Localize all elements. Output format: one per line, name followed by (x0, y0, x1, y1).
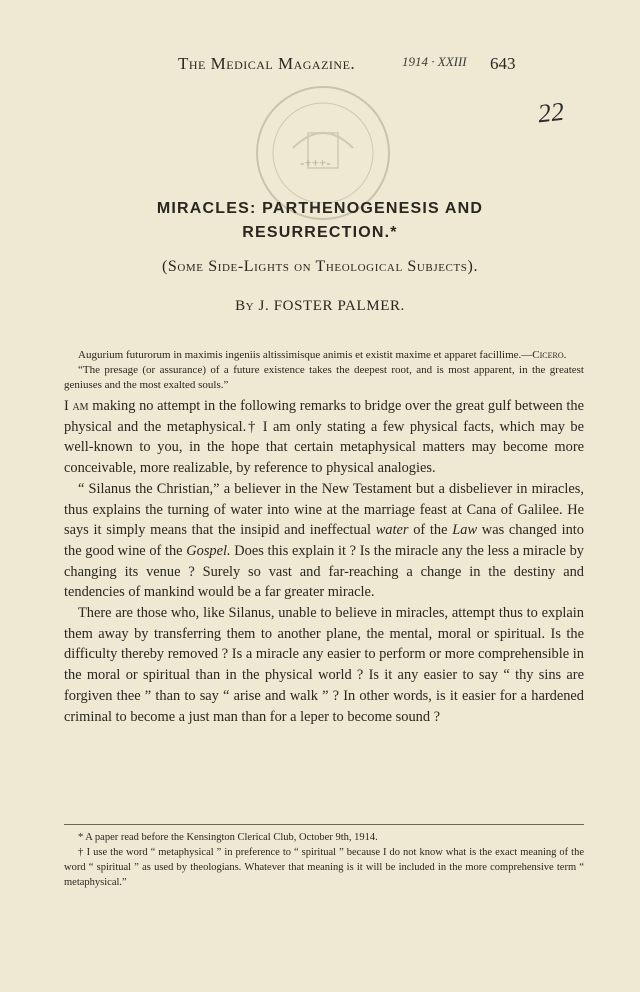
running-head: The Medical Magazine. (178, 54, 356, 73)
handwritten-margin-mark: 22 (536, 96, 566, 129)
paragraph (64, 396, 584, 479)
epigraph-translation: “The presage (or assurance) of a future existence takes the deepest root, and is most apparent, in the greatest geniuses and the most exalted souls.” (64, 364, 584, 391)
article-title-line2: RESURRECTION.* (242, 224, 398, 241)
article-subtitle: (Some Side-Lights on Theological Subjects). (161, 258, 479, 275)
emphasis-text: Gospel. (186, 542, 231, 559)
paragraph-text: making no attempt in the following remarks to bridge over the great gulf between the physical and the metaphysical.† I am only stating a few physical facts, which may be well-known to you, in the hope that certain metaphysical matters may become more conceivable, more realizable, by reference to physical analogies. (64, 398, 584, 477)
page-number: 643 (490, 54, 516, 73)
paragraph-text: of the (413, 522, 448, 539)
article-body (64, 396, 584, 727)
paragraph: There are those who, like Silanus, unable to believe in miracles, attempt thus to explain them away by transferring them to another plane, the mental, moral or spiritual. Is the difficulty thereby removed ? Is a miracle any easier to perform or more comprehensible in the moral or spiritual than in the physical world ? Is it any easier to say “ thy sins are forgiven thee ” than to say “ arise and walk ” ? In other words, is it easier for a hardened criminal to become a just man than for a leper to become sound ? (64, 605, 584, 725)
paragraph-text: Does this explain it ? Is the miracle any the less a miracle by changing its venue ? Surely so vast and far-reaching a change in the destiny and tendencies of mankind would be a far greater miracle. (64, 542, 584, 601)
footnote: † I use the word “ metaphysical ” in preference to “ spiritual ” because I do not know what is the exact meaning of the word “ spiritual ” as used by theologians. Whatever that meaning is it will be included in the more comprehensive term “ metaphysical.” (64, 847, 584, 888)
stamp-mark: -+++- (300, 155, 331, 170)
author-byline: By J. FOSTER PALMER. (235, 298, 405, 314)
footnote: * A paper read before the Kensington Clerical Club, October 9th, 1914. (78, 832, 378, 843)
footnotes (64, 830, 584, 890)
paragraph-text: “ Silanus the Christian,” a believer in the New Testament but a disbeliever in miracles, thus explains the turning of water into wine at the marriage feast at Cana of Galilee. He says it simply means that the insipid and ineffectual (64, 480, 584, 539)
epigraph (64, 348, 584, 393)
emphasis-text: Law (452, 522, 478, 539)
paragraph-text: was changed into the good wine of the (64, 522, 584, 559)
paragraph (64, 479, 584, 603)
epigraph-source: Cicero. (532, 349, 567, 361)
article-title-line1: MIRACLES: PARTHENOGENESIS AND (156, 200, 484, 217)
handwritten-annotation: 1914 · XXIII (402, 54, 467, 69)
paragraph-lead: I am (64, 398, 89, 414)
epigraph-latin (64, 348, 584, 363)
footnote-divider (64, 824, 584, 825)
emphasis-text: water (375, 522, 409, 539)
epigraph-latin-text: Augurium futurorum in maximis ingeniis altissimisque animis et existit maxime et apparet facillime.— (78, 349, 533, 361)
